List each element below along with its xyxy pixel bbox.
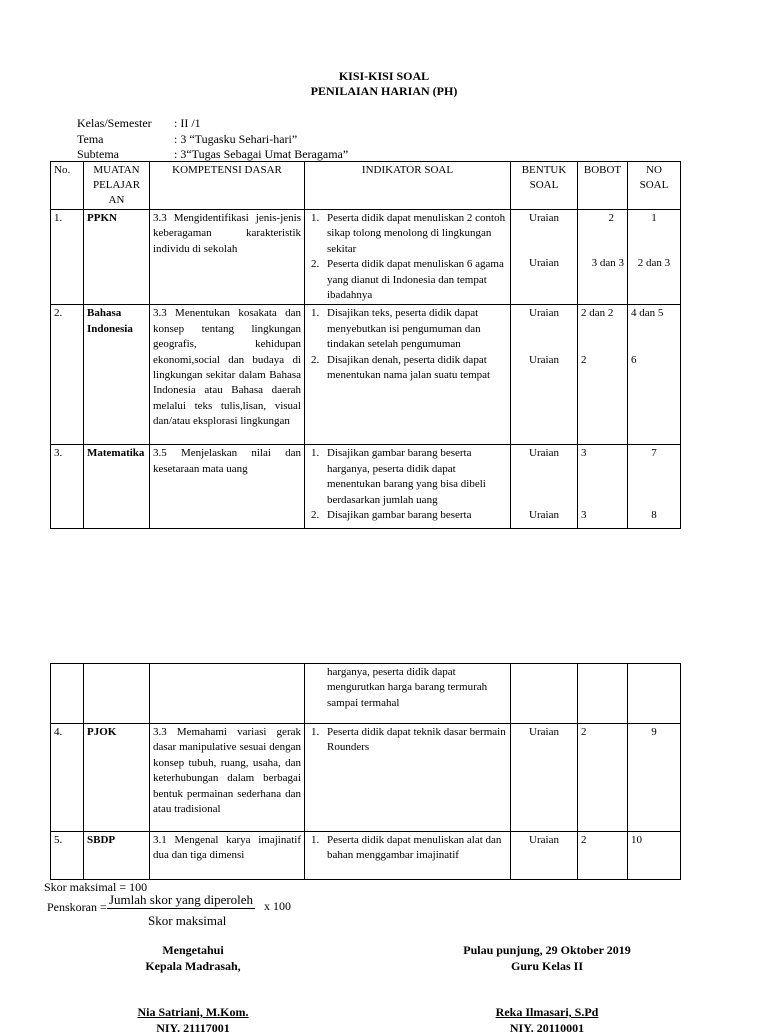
row-nosoal: 7 8 <box>628 445 681 529</box>
table-row <box>51 305 681 445</box>
signature-right-line1: Pulau punjung, 29 Oktober 2019 <box>463 943 631 957</box>
signature-right <box>430 942 664 1036</box>
row-kd: 3.3 Menentukan kosakata dan konsep tentang lingkungan geografis, kehidupan ekonomi,social dan budaya di lingkungan sekitar dalam Bahasa Indonesia atau Bahasa daerah melalui teks tulis,lisan, visual dan/atau eksplorasi lingkungan <box>150 305 305 445</box>
row-nosoal: 10 <box>628 832 681 880</box>
document-subtitle: PENILAIAN HARIAN (PH) <box>310 84 458 98</box>
table-row <box>51 210 681 305</box>
row-bentuk: Uraian <box>511 724 578 832</box>
row-muatan: Bahasa Indonesia <box>84 305 150 445</box>
table-row <box>51 832 681 880</box>
col-header-no: No. <box>51 162 84 210</box>
col-header-bentuk: BENTUK SOAL <box>511 162 578 210</box>
max-score-text: Skor maksimal = 100 <box>44 880 148 894</box>
indikator-item: 2. Disajikan gambar barang beserta <box>311 509 472 522</box>
row-bobot: 2 <box>578 724 628 832</box>
kisi-kisi-table-continued <box>50 663 681 880</box>
row-nosoal: 9 <box>628 724 681 832</box>
row-bobot: 2 dan 2 2 <box>578 305 628 445</box>
row-nosoal: 1 2 dan 3 <box>628 210 681 305</box>
col-header-bobot: BOBOT <box>578 162 628 210</box>
row-muatan: PJOK <box>84 724 150 832</box>
signature-left <box>93 942 293 1036</box>
col-header-nosoal: NO SOAL <box>628 162 681 210</box>
info-value: : 3 “Tugasku Sehari-hari” <box>174 131 298 146</box>
signature-right-line2: Guru Kelas II <box>510 959 583 973</box>
table-row <box>51 664 681 724</box>
row-bentuk: Uraian Uraian <box>511 210 578 305</box>
row-no: 5. <box>51 832 84 880</box>
row-bobot: 2 <box>578 832 628 880</box>
info-class-row <box>77 116 348 132</box>
row-indikator <box>305 210 511 305</box>
col-header-kompetensi: KOMPETENSI DASAR <box>150 162 305 210</box>
kisi-kisi-table <box>50 161 681 529</box>
info-block <box>77 116 348 163</box>
row-bobot: 2 3 dan 3 <box>578 210 628 305</box>
row-muatan: Matematika <box>84 445 150 529</box>
signature-right-name: Reka Ilmasari, S.Pd <box>495 1005 599 1019</box>
row-muatan: PPKN <box>84 210 150 305</box>
info-theme-row <box>77 132 348 148</box>
row-indikator-continued: harganya, peserta didik dapat mengurutkan harga barang termurah sampai termahal <box>305 664 511 724</box>
row-bobot: 3 3 <box>578 445 628 529</box>
row-no: 2. <box>51 305 84 445</box>
scoring-denominator: Skor maksimal <box>148 913 227 928</box>
row-bentuk: Uraian Uraian <box>511 445 578 529</box>
signature-left-line1: Mengetahui <box>162 943 224 957</box>
table-row <box>51 445 681 529</box>
scoring-numerator: Jumlah skor yang diperoleh <box>109 892 254 907</box>
scoring-label: Penskoran = <box>47 900 107 914</box>
row-bentuk: Uraian Uraian <box>511 305 578 445</box>
signature-left-line2: Kepala Madrasah, <box>145 959 241 973</box>
row-kd: 3.3 Mengidentifikasi jenis-jenis keberagaman karakteristik individu di sekolah <box>150 210 305 305</box>
info-label: Subtema <box>77 147 119 161</box>
table-header-row <box>51 162 681 210</box>
indikator-item: 1. Peserta didik dapat menuliskan 2 contoh sikap tolong menolong di lingkungan sekitar <box>311 212 506 255</box>
row-no: 1. <box>51 210 84 305</box>
col-header-muatan: MUATAN PELAJAR AN <box>84 162 150 210</box>
row-muatan: SBDP <box>84 832 150 880</box>
row-indikator <box>305 832 511 880</box>
signature-left-nip: NIY. 21117001 <box>156 1021 230 1035</box>
indikator-item: 1. Peserta didik dapat menuliskan alat dan bahan menggambar imajinatif <box>311 834 502 862</box>
col-header-indikator: INDIKATOR SOAL <box>305 162 511 210</box>
info-label: Kelas/Semester <box>77 116 152 130</box>
row-kd: 3.1 Mengenal karya imajinatif dua dan tiga dimensi <box>150 832 305 880</box>
document-title: KISI-KISI SOAL <box>338 69 430 83</box>
row-bentuk: Uraian <box>511 832 578 880</box>
info-value: : 3“Tugas Sebagai Umat Beragama” <box>174 147 349 161</box>
indikator-item: 1. Disajikan gambar barang beserta harganya, peserta didik dapat menentukan barang yang bisa dibeli berdasarkan jumlah uang <box>311 447 486 506</box>
indikator-item: 2. Disajikan denah, peserta didik dapat menentukan nama jalan suatu tempat <box>311 353 491 382</box>
indikator-item: 1. Disajikan teks, peserta didik dapat menyebutkan isi pengumuman dan tindakan setelah pengumuman <box>311 307 481 351</box>
row-nosoal: 4 dan 5 6 <box>628 305 681 445</box>
row-indikator <box>305 305 511 445</box>
signature-left-name: Nia Satriani, M.Kom. <box>137 1005 249 1019</box>
row-indikator <box>305 445 511 529</box>
scoring-multiplier: x 100 <box>264 899 291 913</box>
row-kd: 3.3 Memahami variasi gerak dasar manipulative sesuai dengan konsep tubuh, ruang, usaha, dan keterhubungan dalam berbagai bentuk permainan sederhana dan atau tradisional <box>150 724 305 832</box>
row-no: 3. <box>51 445 84 529</box>
info-label: Tema <box>77 131 104 146</box>
info-value: : II /1 <box>174 116 201 130</box>
indikator-item: 2. Peserta didik dapat menuliskan 6 agama yang dianut di Indonesia dan tempat ibadahnya <box>311 258 504 302</box>
table-row <box>51 724 681 832</box>
indikator-item: 1. Peserta didik dapat teknik dasar bermain Rounders <box>311 726 506 754</box>
row-indikator <box>305 724 511 832</box>
signature-right-nip: NIY. 20110001 <box>509 1021 585 1035</box>
row-no: 4. <box>51 724 84 832</box>
row-kd: 3.5 Menjelaskan nilai dan kesetaraan mata uang <box>150 445 305 529</box>
